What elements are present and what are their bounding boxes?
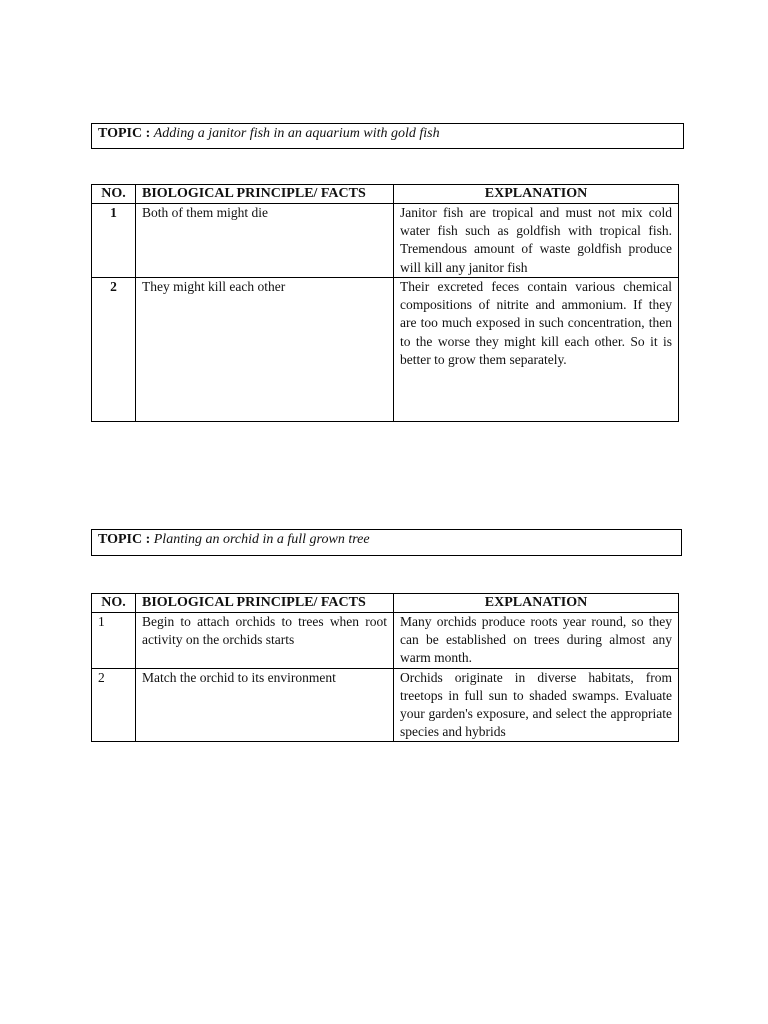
row-number: 2 (92, 278, 136, 422)
topic-label: TOPIC : (98, 532, 151, 547)
row-principle: Begin to attach orchids to trees when root activity on the orchids starts (136, 613, 394, 669)
row-principle: Both of them might die (136, 204, 394, 278)
row-number: 1 (92, 613, 136, 669)
row-principle: Match the orchid to its environment (136, 668, 394, 742)
row-principle: They might kill each other (136, 278, 394, 422)
topic-text: Adding a janitor fish in an aquarium with gold fish (153, 126, 440, 141)
row-explanation: Many orchids produce roots year round, so they can be established on trees during almost any warm month. (394, 613, 679, 669)
table-header-row (92, 185, 679, 204)
table-row (92, 204, 679, 278)
topic-box-1 (91, 123, 684, 149)
facts-table-2 (91, 593, 679, 742)
header-no: NO. (92, 185, 136, 204)
table-header-row (92, 594, 679, 613)
header-no: NO. (92, 594, 136, 613)
header-explanation: EXPLANATION (394, 594, 679, 613)
topic-box-2 (91, 529, 682, 556)
table-row (92, 668, 679, 742)
topic-text: Planting an orchid in a full grown tree (153, 532, 370, 547)
table-row (92, 278, 679, 422)
topic-label: TOPIC : (98, 126, 151, 141)
header-principle: BIOLOGICAL PRINCIPLE/ FACTS (136, 185, 394, 204)
header-principle: BIOLOGICAL PRINCIPLE/ FACTS (136, 594, 394, 613)
row-explanation: Janitor fish are tropical and must not mix cold water fish such as goldfish with tropical fish. Tremendous amount of waste goldfish produce will kill any janitor fish (394, 204, 679, 278)
row-explanation: Their excreted feces contain various chemical compositions of nitrite and ammonium. If they are too much exposed in such concentration, then to the worse they might kill each other. So it is better to grow them separately. (394, 278, 679, 422)
table-row (92, 613, 679, 669)
row-number: 1 (92, 204, 136, 278)
row-explanation: Orchids originate in diverse habitats, from treetops in full sun to shaded swamps. Evaluate your garden's exposure, and select the appropriate species and hybrids (394, 668, 679, 742)
header-explanation: EXPLANATION (394, 185, 679, 204)
facts-table-1 (91, 184, 679, 422)
row-number: 2 (92, 668, 136, 742)
